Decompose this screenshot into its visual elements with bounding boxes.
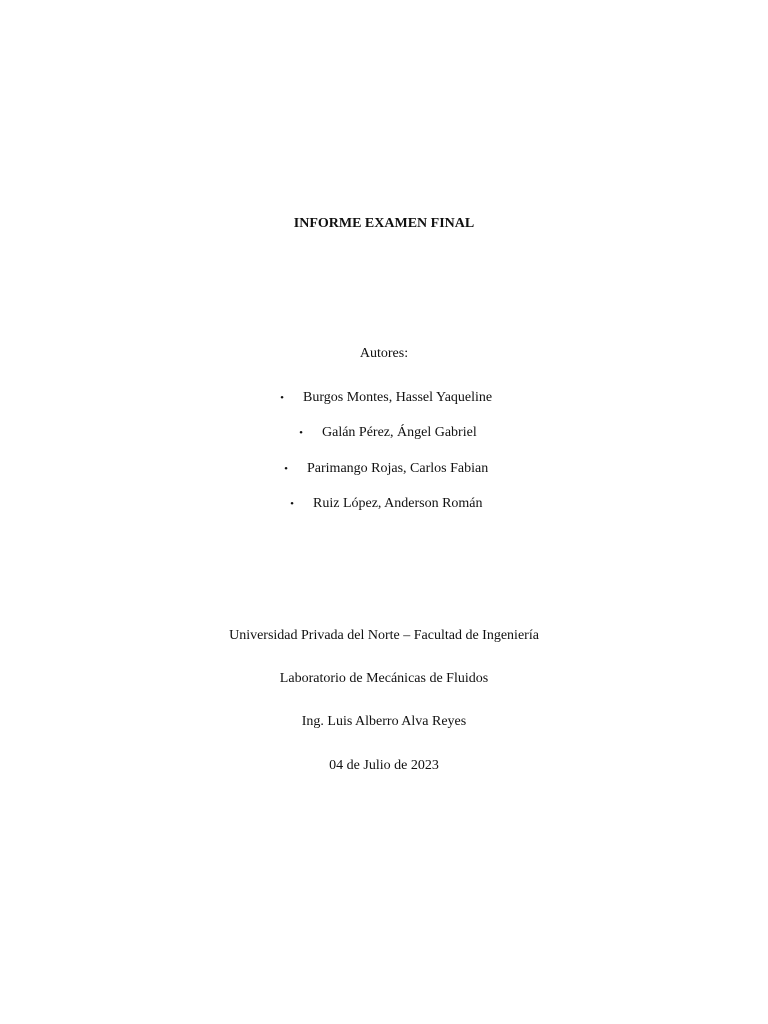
date-line: 04 de Julio de 2023 (329, 758, 439, 773)
author-list-item (0, 495, 768, 513)
authors-label: Autores: (359, 346, 409, 361)
author-list-item (0, 424, 768, 442)
author-name: Ruiz López, Anderson Román (313, 496, 483, 511)
author-list-item (0, 389, 768, 407)
document-title: INFORME EXAMEN FINAL (293, 216, 475, 231)
author-name: Parimango Rojas, Carlos Fabian (307, 461, 489, 476)
author-name: Galán Pérez, Ángel Gabriel (322, 425, 477, 440)
bullet-icon: • (299, 427, 303, 439)
bullet-icon: • (290, 498, 294, 510)
institution-line: Universidad Privada del Norte – Facultad de Ingeniería (229, 628, 539, 643)
instructor-line: Ing. Luis Alberro Alva Reyes (301, 714, 467, 729)
author-name: Burgos Montes, Hassel Yaqueline (303, 390, 493, 405)
course-line: Laboratorio de Mecánicas de Fluidos (279, 671, 489, 686)
bullet-icon: • (284, 463, 288, 475)
author-list-item (0, 460, 768, 478)
bullet-icon: • (280, 392, 284, 404)
